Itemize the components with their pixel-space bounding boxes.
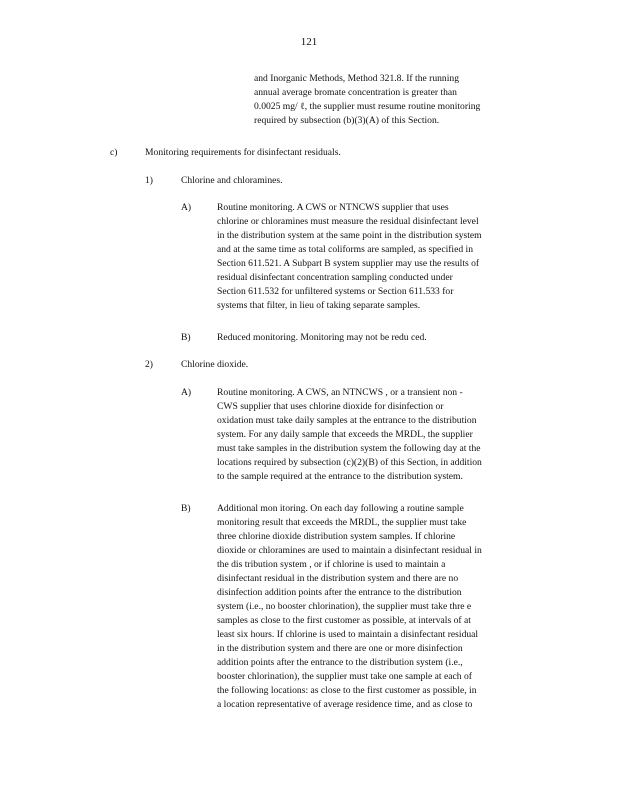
text-line: in the distribution system at the same point in the distribution system (217, 230, 482, 241)
text-line: monitoring result that exceeds the MRDL, the supplier must take (217, 517, 467, 528)
text-line: a location representative of average residence time, and as close to (217, 699, 473, 710)
text-line: systems that filter, in lieu of taking separate samples. (217, 300, 421, 311)
text-line: oxidation must take daily samples at the entrance to the distribution (217, 415, 477, 426)
text-line: dioxide or chloramines are used to maintain a disinfectant residual in (217, 545, 482, 556)
item-2B-paragraph (217, 502, 543, 712)
item-1-heading: Chlorine and chloramines. (181, 175, 283, 186)
item-2-heading: Chlorine dioxide. (181, 359, 249, 370)
item-1-label: 1) (145, 175, 153, 186)
text-line: least six hours. If chlorine is used to maintain a disinfectant residual (217, 629, 479, 640)
text-line: samples as close to the first customer as possible, at intervals of at (217, 615, 471, 626)
item-1A-label: A) (181, 202, 192, 213)
item-1B-paragraph (217, 331, 543, 345)
text-line: annual average bromate concentration is greater than (254, 87, 457, 98)
text-line: Routine monitoring. A CWS, an NTNCWS , or a transient non - (217, 387, 463, 398)
text-line: must take samples in the distribution system the following day at the (217, 443, 481, 454)
item-2A-label: A) (181, 387, 192, 398)
text-line: locations required by subsection (c)(2)(B) of this Section, in addition (217, 457, 482, 468)
text-line: booster chlorination), the supplier must take one sample at each of (217, 671, 472, 682)
text-line: Reduced monitoring. Monitoring may not be redu ced. (217, 332, 427, 343)
text-line: the following locations: as close to the first customer as possible, in (217, 685, 477, 696)
continuation-paragraph (254, 72, 538, 128)
text-line: and Inorganic Methods, Method 321.8. If the running (254, 73, 459, 84)
text-line: system (i.e., no booster chlorination), the supplier must take thre e (217, 601, 472, 612)
text-line: addition points after the entrance to the distribution system (i.e., (217, 657, 463, 668)
text-line: disinfection addition points after the entrance to the distribution (217, 587, 462, 598)
text-line: disinfectant residual in the distribution system and there are no (217, 573, 459, 584)
text-line: required by subsection (b)(3)(A) of this Section. (254, 115, 440, 126)
text-line: to the sample required at the entrance to the distribution system. (217, 471, 463, 482)
item-1A-paragraph (217, 201, 543, 313)
text-line: Additional mon itoring. On each day following a routine sample (217, 503, 464, 514)
text-line: in the distribution system and there are one or more disinfection (217, 643, 463, 654)
text-line: three chlorine dioxide distribution system samples. If chlorine (217, 531, 456, 542)
text-line: CWS supplier that uses chlorine dioxide for disinfection or (217, 401, 444, 412)
text-line: Routine monitoring. A CWS or NTNCWS supplier that uses (217, 202, 449, 213)
text-line: residual disinfectant concentration sampling conducted under (217, 272, 453, 283)
text-line: Section 611.532 for unfiltered systems or Section 611.533 for (217, 286, 454, 297)
text-line: system. For any daily sample that exceeds the MRDL, the supplier (217, 429, 473, 440)
text-line: and at the same time as total coliforms are sampled, as specified in (217, 244, 474, 255)
item-2A-paragraph (217, 386, 543, 484)
text-line: chlorine or chloramines must measure the residual disinfectant level (217, 216, 479, 227)
page-number: 121 (300, 36, 318, 48)
section-c-heading: Monitoring requirements for disinfectant residuals. (145, 147, 341, 158)
section-c-label: c) (110, 147, 118, 158)
text-line: Section 611.521. A Subpart B system supplier may use the results of (217, 258, 480, 269)
item-2-label: 2) (145, 359, 153, 370)
item-2B-label: B) (181, 503, 191, 514)
text-line: the dis tribution system , or if chlorine is used to maintain a (217, 559, 446, 570)
item-1B-label: B) (181, 332, 191, 343)
text-line: 0.0025 mg/ ℓ, the supplier must resume routine monitoring (254, 101, 481, 112)
